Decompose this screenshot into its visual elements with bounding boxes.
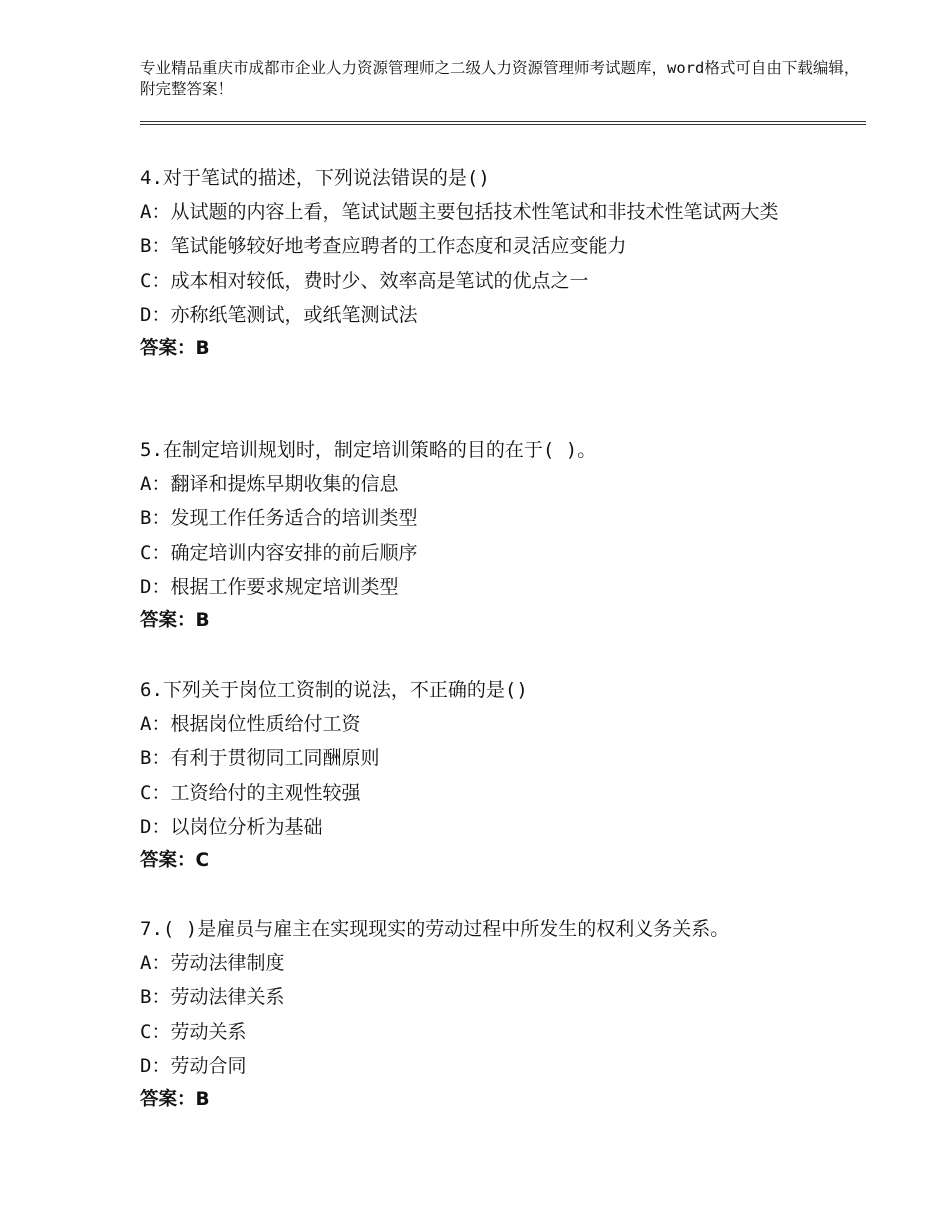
question-5: [140, 433, 830, 638]
document-header: 专业精品重庆市成都市企业人力资源管理师之二级人力资源管理师考试题库，word格式可自由下载编辑，附完整答案！: [140, 59, 860, 98]
answer: 答案：C: [140, 850, 210, 872]
option-a: A：劳动法律制度: [140, 952, 285, 975]
question-7: [140, 912, 830, 1117]
answer: 答案：B: [140, 610, 210, 632]
option-b: B：有利于贯彻同工同酬原则: [140, 747, 380, 770]
question-stem: 6.下列关于岗位工资制的说法，不正确的是(): [140, 679, 528, 701]
option-c: C：劳动关系: [140, 1020, 247, 1043]
option-d: D：劳动合同: [140, 1054, 247, 1077]
option-a: A：翻译和提炼早期收集的信息: [140, 473, 399, 496]
option-c: C：确定培训内容安排的前后顺序: [140, 541, 418, 564]
option-d: D：根据工作要求规定培训类型: [140, 575, 399, 598]
header-divider-top: [140, 121, 866, 122]
question-stem: 4.对于笔试的描述，下列说法错误的是(): [140, 167, 490, 189]
option-a: A：从试题的内容上看，笔试试题主要包括技术性笔试和非技术性笔试两大类: [140, 201, 779, 224]
answer: 答案：B: [140, 338, 210, 360]
header-divider-bottom: [140, 124, 866, 125]
option-b: B：劳动法律关系: [140, 986, 285, 1009]
question-6: [140, 673, 830, 878]
option-d: D：以岗位分析为基础: [140, 815, 323, 838]
option-c: C：成本相对较低，费时少、效率高是笔试的优点之一: [140, 269, 589, 292]
option-d: D：亦称纸笔测试，或纸笔测试法: [140, 303, 418, 326]
option-b: B：发现工作任务适合的培训类型: [140, 507, 418, 530]
question-stem: 7.( )是雇员与雇主在实现现实的劳动过程中所发生的权利义务关系。: [140, 918, 730, 940]
option-b: B：笔试能够较好地考查应聘者的工作态度和灵活应变能力: [140, 235, 627, 258]
option-c: C：工资给付的主观性较强: [140, 781, 361, 804]
answer: 答案：B: [140, 1089, 210, 1111]
question-4: [140, 161, 830, 366]
option-a: A：根据岗位性质给付工资: [140, 713, 361, 736]
question-stem: 5.在制定培训规划时，制定培训策略的目的在于( )。: [140, 439, 597, 461]
